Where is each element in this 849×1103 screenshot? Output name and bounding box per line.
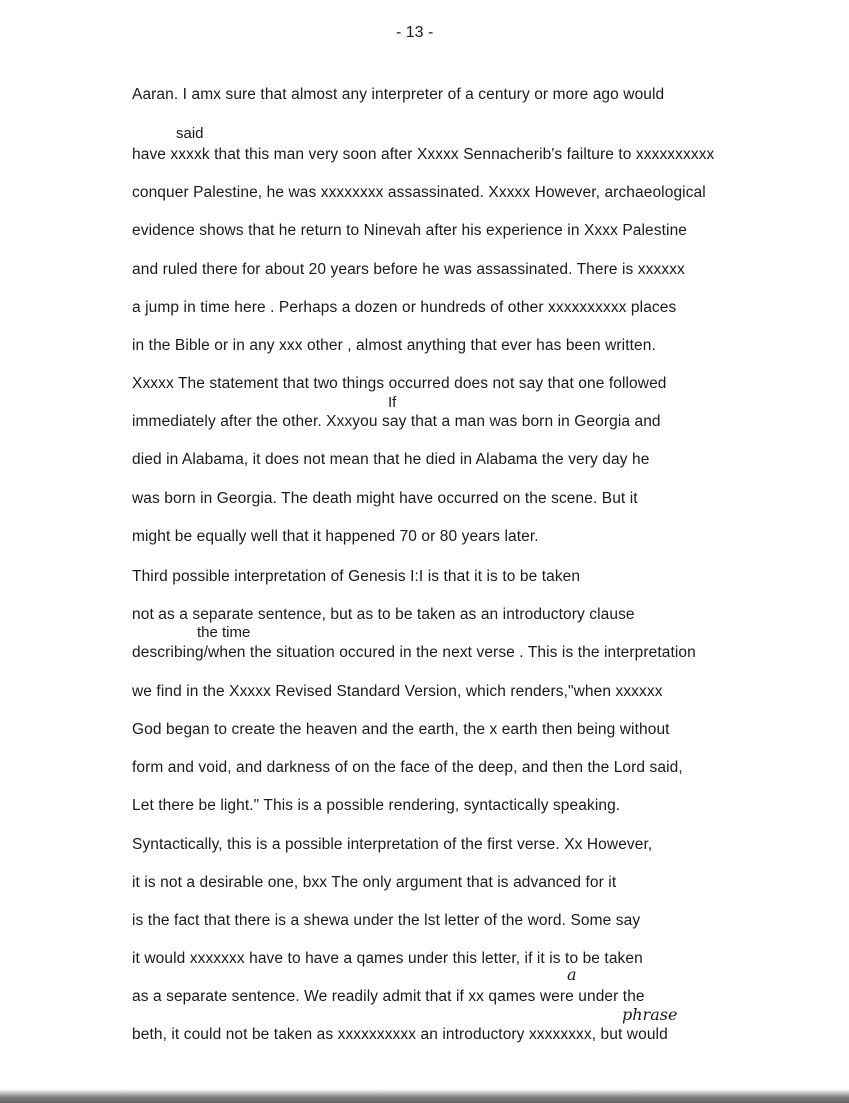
text-line: immediately after the other. Xxxyou say that a man was born in Georgia and (132, 413, 661, 430)
text-line: and ruled there for about 20 years before he was assassinated. There is xxxxxx (132, 261, 685, 278)
text-line: might be equally well that it happened 70 or 80 years later. (132, 528, 539, 545)
interlinear-insert-if: If (388, 394, 397, 411)
text-line: as a separate sentence. We readily admit that if xx qames were under the (132, 988, 645, 1005)
text-line: Syntactically, this is a possible interpretation of the first verse. Xx However, (132, 836, 653, 853)
interlinear-insert-the-time: the time (197, 624, 251, 641)
text-line: it would xxxxxxx have to have a qames under this letter, if it is to be taken (132, 950, 643, 967)
text-line: in the Bible or in any xxx other , almost anything that ever has been written. (132, 337, 656, 354)
handwritten-insert-phrase: phrase (622, 1005, 678, 1024)
text-line: Aaran. I amx sure that almost any interpreter of a century or more ago would (132, 86, 665, 103)
text-line: beth, it could not be taken as xxxxxxxxxx an introductory xxxxxxxx, but would (132, 1026, 668, 1043)
text-line: God began to create the heaven and the earth, the x earth then being without (132, 721, 670, 738)
scan-bottom-edge (0, 1089, 849, 1103)
page-number: - 13 - (396, 24, 434, 41)
text-line: died in Alabama, it does not mean that he died in Alabama the very day he (132, 451, 650, 468)
text-line: have xxxxk that this man very soon after Xxxxx Sennacherib's failture to xxxxxxxxxx (132, 146, 715, 163)
text-line: it is not a desirable one, bxx The only argument that is advanced for it (132, 874, 617, 891)
text-line: conquer Palestine, he was xxxxxxxx assassinated. Xxxxx However, archaeological (132, 184, 706, 201)
text-line: evidence shows that he return to Ninevah after his experience in Xxxx Palestine (132, 222, 688, 239)
text-line: is the fact that there is a shewa under the lst letter of the word. Some say (132, 912, 641, 929)
text-line: form and void, and darkness of on the face of the deep, and then the Lord said, (132, 759, 683, 776)
text-line: Xxxxx The statement that two things occurred does not say that one followed (132, 375, 667, 392)
text-line: not as a separate sentence, but as to be taken as an introductory clause (132, 606, 635, 623)
text-line: Let there be light." This is a possible rendering, syntactically speaking. (132, 797, 621, 814)
interlinear-insert-said: said (176, 125, 204, 142)
text-line: was born in Georgia. The death might have occurred on the scene. But it (132, 490, 638, 507)
text-line: we find in the Xxxxx Revised Standard Version, which renders,"when xxxxxx (132, 683, 663, 700)
handwritten-insert-a: a (567, 965, 577, 984)
text-line: a jump in time here . Perhaps a dozen or hundreds of other xxxxxxxxxx places (132, 299, 677, 316)
text-line: Third possible interpretation of Genesis I:I is that it is to be taken (132, 568, 581, 585)
text-line: describing/when the situation occured in the next verse . This is the interpretation (132, 644, 696, 661)
